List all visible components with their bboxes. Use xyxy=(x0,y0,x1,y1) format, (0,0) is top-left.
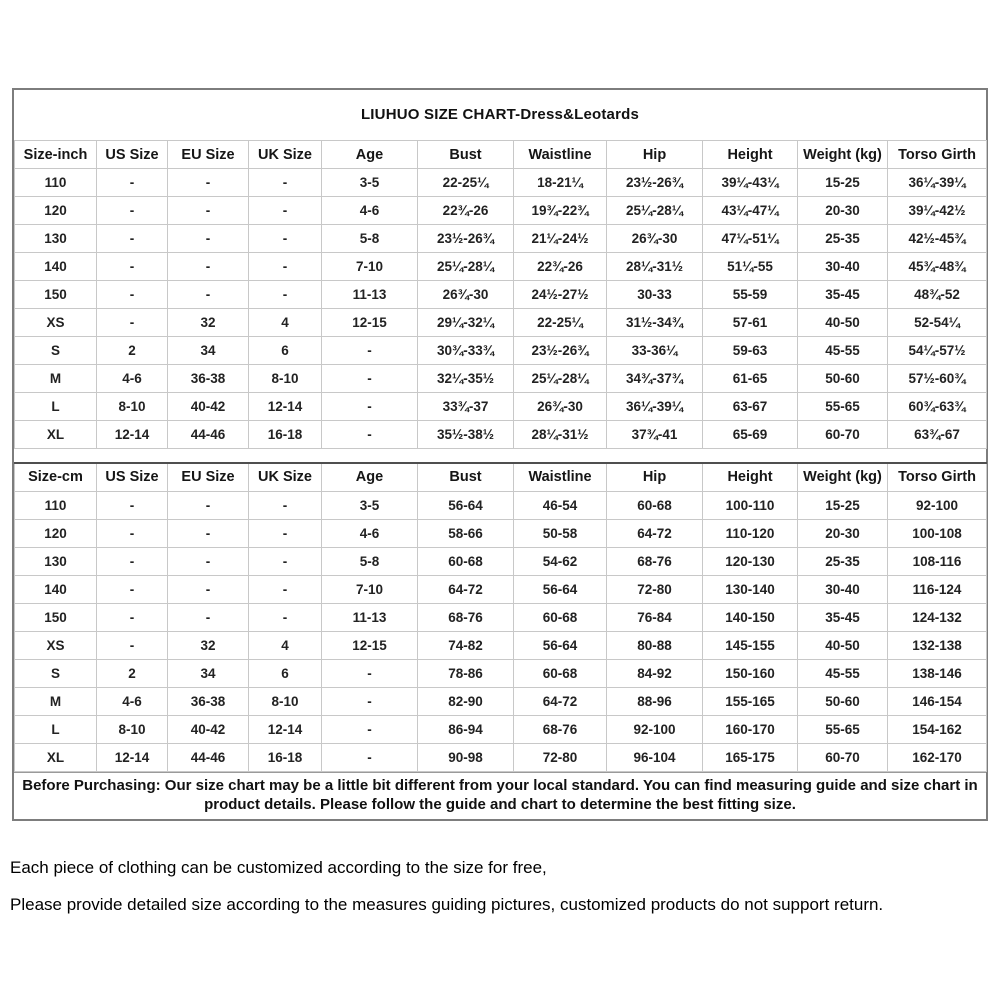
table-cell: 116-124 xyxy=(888,575,987,603)
table-cell: 11-13 xyxy=(322,281,418,309)
table-cell: 110-120 xyxy=(703,519,798,547)
customization-notes xyxy=(10,858,990,932)
table-cell: 50-60 xyxy=(798,365,888,393)
table-cell: 4 xyxy=(249,631,322,659)
table-cell: 32 xyxy=(168,309,249,337)
table-cell: 4 xyxy=(249,309,322,337)
table-cell: 43¼-47¼ xyxy=(703,197,798,225)
table-cell: - xyxy=(249,169,322,197)
table-cell: 28¼-31½ xyxy=(514,421,607,449)
column-header: Age xyxy=(322,141,418,169)
table-cell: 44-46 xyxy=(168,743,249,771)
table-cell: 57-61 xyxy=(703,309,798,337)
table-cell: 20-30 xyxy=(798,519,888,547)
table-cell: 34¾-37¾ xyxy=(607,365,703,393)
table-cell: XS xyxy=(15,631,97,659)
column-header: Hip xyxy=(607,463,703,491)
table-cell: - xyxy=(97,309,168,337)
column-header: Torso Girth xyxy=(888,463,987,491)
table-cell: 60-68 xyxy=(514,659,607,687)
table-cell: 108-116 xyxy=(888,547,987,575)
table-cell: 61-65 xyxy=(703,365,798,393)
table-cell: 55-65 xyxy=(798,715,888,743)
purchase-note-line1: Before Purchasing: Our size chart may be a little bit different from your local standard. You can find measuring guide and size chart in xyxy=(22,776,978,794)
table-cell: - xyxy=(322,365,418,393)
table-cell: 25¼-28¼ xyxy=(607,197,703,225)
table-row xyxy=(15,631,987,659)
table-cell: XL xyxy=(15,421,97,449)
table-cell: 145-155 xyxy=(703,631,798,659)
table-row xyxy=(15,197,987,225)
table-cell: 18-21¼ xyxy=(514,169,607,197)
table-cell: 12-14 xyxy=(97,421,168,449)
table-cell: XL xyxy=(15,743,97,771)
table-cell: 60-70 xyxy=(798,421,888,449)
table-body-inch xyxy=(15,169,987,449)
column-header: Bust xyxy=(418,141,514,169)
table-cell: - xyxy=(97,169,168,197)
table-cell: - xyxy=(97,491,168,519)
table-row xyxy=(15,337,987,365)
table-cell: 26¾-30 xyxy=(607,225,703,253)
table-cell: 52-54¼ xyxy=(888,309,987,337)
table-cell: - xyxy=(322,337,418,365)
table-cell: 130 xyxy=(15,225,97,253)
table-row xyxy=(15,309,987,337)
table-cell: - xyxy=(322,659,418,687)
table-cell: - xyxy=(97,547,168,575)
table-cell: 138-146 xyxy=(888,659,987,687)
table-cell: 120 xyxy=(15,519,97,547)
table-cell: 84-92 xyxy=(607,659,703,687)
table-cell: 30¾-33¾ xyxy=(418,337,514,365)
table-cell: 78-86 xyxy=(418,659,514,687)
table-cell: 140-150 xyxy=(703,603,798,631)
table-cell: - xyxy=(168,281,249,309)
customization-note-line2: Please provide detailed size according to the measures guiding pictures, customized products do not support return. xyxy=(10,895,884,914)
size-table-inch xyxy=(14,140,987,449)
table-cell: 33-36¼ xyxy=(607,337,703,365)
table-cell: - xyxy=(168,197,249,225)
table-row xyxy=(15,519,987,547)
table-cell: 90-98 xyxy=(418,743,514,771)
table-cell: 23½-26¾ xyxy=(514,337,607,365)
table-cell: 48¾-52 xyxy=(888,281,987,309)
table-cell: 150 xyxy=(15,281,97,309)
table-cell: 64-72 xyxy=(607,519,703,547)
table-cell: 4-6 xyxy=(322,519,418,547)
table-cell: 60-68 xyxy=(514,603,607,631)
table-cell: 33¾-37 xyxy=(418,393,514,421)
table-cell: - xyxy=(168,169,249,197)
size-chart-panel xyxy=(12,88,988,821)
table-row xyxy=(15,491,987,519)
column-header: US Size xyxy=(97,463,168,491)
table-cell: 5-8 xyxy=(322,225,418,253)
table-cell: 68-76 xyxy=(418,603,514,631)
table-cell: - xyxy=(249,547,322,575)
table-cell: 150 xyxy=(15,603,97,631)
table-cell: - xyxy=(97,197,168,225)
table-cell: 5-8 xyxy=(322,547,418,575)
section-spacer xyxy=(14,449,986,462)
table-cell: 19¾-22¾ xyxy=(514,197,607,225)
table-cell: 25-35 xyxy=(798,547,888,575)
column-header: Waistline xyxy=(514,463,607,491)
table-cell: 72-80 xyxy=(514,743,607,771)
table-cell: - xyxy=(168,603,249,631)
table-row xyxy=(15,743,987,771)
table-cell: 100-108 xyxy=(888,519,987,547)
table-cell: L xyxy=(15,715,97,743)
table-cell: 22-25¼ xyxy=(418,169,514,197)
table-cell: 120 xyxy=(15,197,97,225)
table-cell: 65-69 xyxy=(703,421,798,449)
table-cell: 45¾-48¾ xyxy=(888,253,987,281)
table-cell: 8-10 xyxy=(249,687,322,715)
table-cell: 25¼-28¼ xyxy=(514,365,607,393)
table-row xyxy=(15,547,987,575)
table-cell: - xyxy=(168,575,249,603)
table-cell: 7-10 xyxy=(322,253,418,281)
table-cell: 55-59 xyxy=(703,281,798,309)
column-header: EU Size xyxy=(168,141,249,169)
table-cell: 60-70 xyxy=(798,743,888,771)
table-cell: - xyxy=(97,225,168,253)
table-cell: 39¼-42½ xyxy=(888,197,987,225)
table-cell: 24½-27½ xyxy=(514,281,607,309)
column-header: Weight (kg) xyxy=(798,463,888,491)
table-cell: 7-10 xyxy=(322,575,418,603)
table-cell: 12-14 xyxy=(97,743,168,771)
column-header: Hip xyxy=(607,141,703,169)
chart-title: LIUHUO SIZE CHART-Dress&Leotards xyxy=(360,106,640,123)
table-cell: 21¼-24½ xyxy=(514,225,607,253)
table-cell: 68-76 xyxy=(607,547,703,575)
table-cell: 130-140 xyxy=(703,575,798,603)
table-cell: 29¼-32¼ xyxy=(418,309,514,337)
table-cell: 80-88 xyxy=(607,631,703,659)
table-cell: 26¾-30 xyxy=(418,281,514,309)
table-cell: 68-76 xyxy=(514,715,607,743)
table-cell: 26¾-30 xyxy=(514,393,607,421)
table-cell: 140 xyxy=(15,253,97,281)
column-header: Weight (kg) xyxy=(798,141,888,169)
table-cell: 124-132 xyxy=(888,603,987,631)
table-cell: 12-15 xyxy=(322,309,418,337)
column-header: EU Size xyxy=(168,463,249,491)
table-cell: M xyxy=(15,687,97,715)
table-cell: 42½-45¾ xyxy=(888,225,987,253)
table-row xyxy=(15,365,987,393)
header-row-cm xyxy=(15,463,987,491)
table-cell: 88-96 xyxy=(607,687,703,715)
table-cell: 50-60 xyxy=(798,687,888,715)
table-cell: S xyxy=(15,337,97,365)
table-cell: - xyxy=(168,519,249,547)
table-cell: 39¼-43¼ xyxy=(703,169,798,197)
table-cell: 40-42 xyxy=(168,393,249,421)
column-header: UK Size xyxy=(249,141,322,169)
table-cell: 35-45 xyxy=(798,603,888,631)
table-cell: 40-42 xyxy=(168,715,249,743)
column-header: Height xyxy=(703,463,798,491)
purchase-note-line2: product details. Please follow the guide and chart to determine the best fitting size. xyxy=(204,795,796,813)
table-cell: 6 xyxy=(249,337,322,365)
size-table-cm xyxy=(14,462,987,772)
table-cell: 74-82 xyxy=(418,631,514,659)
table-cell: - xyxy=(168,491,249,519)
table-cell: 2 xyxy=(97,659,168,687)
table-cell: 96-104 xyxy=(607,743,703,771)
table-cell: 30-33 xyxy=(607,281,703,309)
table-row xyxy=(15,281,987,309)
table-cell: 56-64 xyxy=(418,491,514,519)
table-cell: 20-30 xyxy=(798,197,888,225)
table-cell: 35-45 xyxy=(798,281,888,309)
table-row xyxy=(15,421,987,449)
table-cell: 22¾-26 xyxy=(514,253,607,281)
table-cell: 36-38 xyxy=(168,365,249,393)
table-cell: 46-54 xyxy=(514,491,607,519)
table-cell: 8-10 xyxy=(249,365,322,393)
table-cell: 51¼-55 xyxy=(703,253,798,281)
table-cell: - xyxy=(322,687,418,715)
table-cell: 35½-38½ xyxy=(418,421,514,449)
table-cell: 64-72 xyxy=(418,575,514,603)
column-header: UK Size xyxy=(249,463,322,491)
table-cell: 63¾-67 xyxy=(888,421,987,449)
table-row xyxy=(15,603,987,631)
table-cell: 12-14 xyxy=(249,393,322,421)
table-row xyxy=(15,253,987,281)
table-cell: 110 xyxy=(15,169,97,197)
table-cell: 110 xyxy=(15,491,97,519)
table-cell: 30-40 xyxy=(798,575,888,603)
table-cell: 12-14 xyxy=(249,715,322,743)
table-row xyxy=(15,169,987,197)
table-body-cm xyxy=(15,491,987,771)
table-cell: 60-68 xyxy=(607,491,703,519)
table-cell: L xyxy=(15,393,97,421)
table-cell: 23½-26¾ xyxy=(607,169,703,197)
table-cell: - xyxy=(249,281,322,309)
table-cell: 56-64 xyxy=(514,575,607,603)
table-cell: - xyxy=(249,225,322,253)
table-row xyxy=(15,659,987,687)
column-header: Bust xyxy=(418,463,514,491)
table-cell: 16-18 xyxy=(249,743,322,771)
table-cell: 12-15 xyxy=(322,631,418,659)
table-cell: 40-50 xyxy=(798,631,888,659)
table-cell: 15-25 xyxy=(798,491,888,519)
table-cell: 47¼-51¼ xyxy=(703,225,798,253)
table-cell: 8-10 xyxy=(97,393,168,421)
table-cell: 25¼-28¼ xyxy=(418,253,514,281)
table-cell: - xyxy=(322,393,418,421)
column-header: Torso Girth xyxy=(888,141,987,169)
column-header: Height xyxy=(703,141,798,169)
table-cell: 82-90 xyxy=(418,687,514,715)
table-cell: 64-72 xyxy=(514,687,607,715)
table-cell: 130 xyxy=(15,547,97,575)
table-cell: 100-110 xyxy=(703,491,798,519)
table-cell: 45-55 xyxy=(798,337,888,365)
table-cell: 31½-34¾ xyxy=(607,309,703,337)
table-cell: 160-170 xyxy=(703,715,798,743)
table-cell: 32¼-35½ xyxy=(418,365,514,393)
table-cell: 55-65 xyxy=(798,393,888,421)
table-cell: 63-67 xyxy=(703,393,798,421)
table-cell: - xyxy=(97,575,168,603)
table-cell: 36¼-39¼ xyxy=(888,169,987,197)
table-cell: 4-6 xyxy=(97,687,168,715)
table-cell: 6 xyxy=(249,659,322,687)
table-cell: - xyxy=(97,519,168,547)
table-cell: 165-175 xyxy=(703,743,798,771)
table-cell: 34 xyxy=(168,659,249,687)
table-cell: 3-5 xyxy=(322,491,418,519)
table-cell: M xyxy=(15,365,97,393)
table-cell: 92-100 xyxy=(607,715,703,743)
table-cell: 23½-26¾ xyxy=(418,225,514,253)
table-cell: 40-50 xyxy=(798,309,888,337)
table-row xyxy=(15,393,987,421)
table-cell: 37¾-41 xyxy=(607,421,703,449)
table-cell: 28¼-31½ xyxy=(607,253,703,281)
table-cell: 4-6 xyxy=(322,197,418,225)
table-cell: 30-40 xyxy=(798,253,888,281)
table-cell: - xyxy=(322,421,418,449)
table-cell: 11-13 xyxy=(322,603,418,631)
table-cell: - xyxy=(249,519,322,547)
table-cell: 32 xyxy=(168,631,249,659)
table-cell: - xyxy=(168,225,249,253)
table-cell: - xyxy=(249,253,322,281)
table-cell: - xyxy=(97,253,168,281)
table-cell: 54¼-57½ xyxy=(888,337,987,365)
table-row xyxy=(15,575,987,603)
table-cell: 57½-60¾ xyxy=(888,365,987,393)
column-header: Age xyxy=(322,463,418,491)
table-cell: - xyxy=(97,603,168,631)
purchase-note xyxy=(14,772,986,819)
table-cell: 22¾-26 xyxy=(418,197,514,225)
table-cell: 154-162 xyxy=(888,715,987,743)
table-cell: 150-160 xyxy=(703,659,798,687)
table-cell: 132-138 xyxy=(888,631,987,659)
table-cell: 60-68 xyxy=(418,547,514,575)
table-cell: - xyxy=(249,491,322,519)
table-cell: 25-35 xyxy=(798,225,888,253)
column-header: US Size xyxy=(97,141,168,169)
table-cell: 60¾-63¾ xyxy=(888,393,987,421)
table-cell: - xyxy=(168,547,249,575)
table-cell: - xyxy=(322,743,418,771)
table-cell: 8-10 xyxy=(97,715,168,743)
table-row xyxy=(15,225,987,253)
table-cell: 54-62 xyxy=(514,547,607,575)
table-cell: 2 xyxy=(97,337,168,365)
table-cell: 76-84 xyxy=(607,603,703,631)
table-cell: - xyxy=(249,603,322,631)
table-cell: S xyxy=(15,659,97,687)
column-header: Size-cm xyxy=(15,463,97,491)
table-cell: - xyxy=(97,281,168,309)
table-row xyxy=(15,715,987,743)
table-row xyxy=(15,687,987,715)
header-row-inch xyxy=(15,141,987,169)
table-cell: 140 xyxy=(15,575,97,603)
column-header: Waistline xyxy=(514,141,607,169)
table-cell: 3-5 xyxy=(322,169,418,197)
table-cell: - xyxy=(97,631,168,659)
table-cell: - xyxy=(322,715,418,743)
table-cell: 146-154 xyxy=(888,687,987,715)
table-cell: 72-80 xyxy=(607,575,703,603)
table-cell: 36-38 xyxy=(168,687,249,715)
table-cell: 92-100 xyxy=(888,491,987,519)
column-header: Size-inch xyxy=(15,141,97,169)
table-cell: 22-25¼ xyxy=(514,309,607,337)
table-cell: 120-130 xyxy=(703,547,798,575)
table-cell: 44-46 xyxy=(168,421,249,449)
table-cell: - xyxy=(249,575,322,603)
table-cell: 86-94 xyxy=(418,715,514,743)
table-cell: 155-165 xyxy=(703,687,798,715)
table-cell: 34 xyxy=(168,337,249,365)
table-cell: 36¼-39¼ xyxy=(607,393,703,421)
table-cell: 4-6 xyxy=(97,365,168,393)
table-cell: 162-170 xyxy=(888,743,987,771)
table-cell: - xyxy=(168,253,249,281)
table-cell: 50-58 xyxy=(514,519,607,547)
table-cell: 16-18 xyxy=(249,421,322,449)
table-cell: 56-64 xyxy=(514,631,607,659)
customization-note-line1: Each piece of clothing can be customized according to the size for free, xyxy=(10,858,547,877)
table-cell: 15-25 xyxy=(798,169,888,197)
table-cell: 58-66 xyxy=(418,519,514,547)
table-cell: 45-55 xyxy=(798,659,888,687)
table-cell: XS xyxy=(15,309,97,337)
table-cell: 59-63 xyxy=(703,337,798,365)
table-cell: - xyxy=(249,197,322,225)
